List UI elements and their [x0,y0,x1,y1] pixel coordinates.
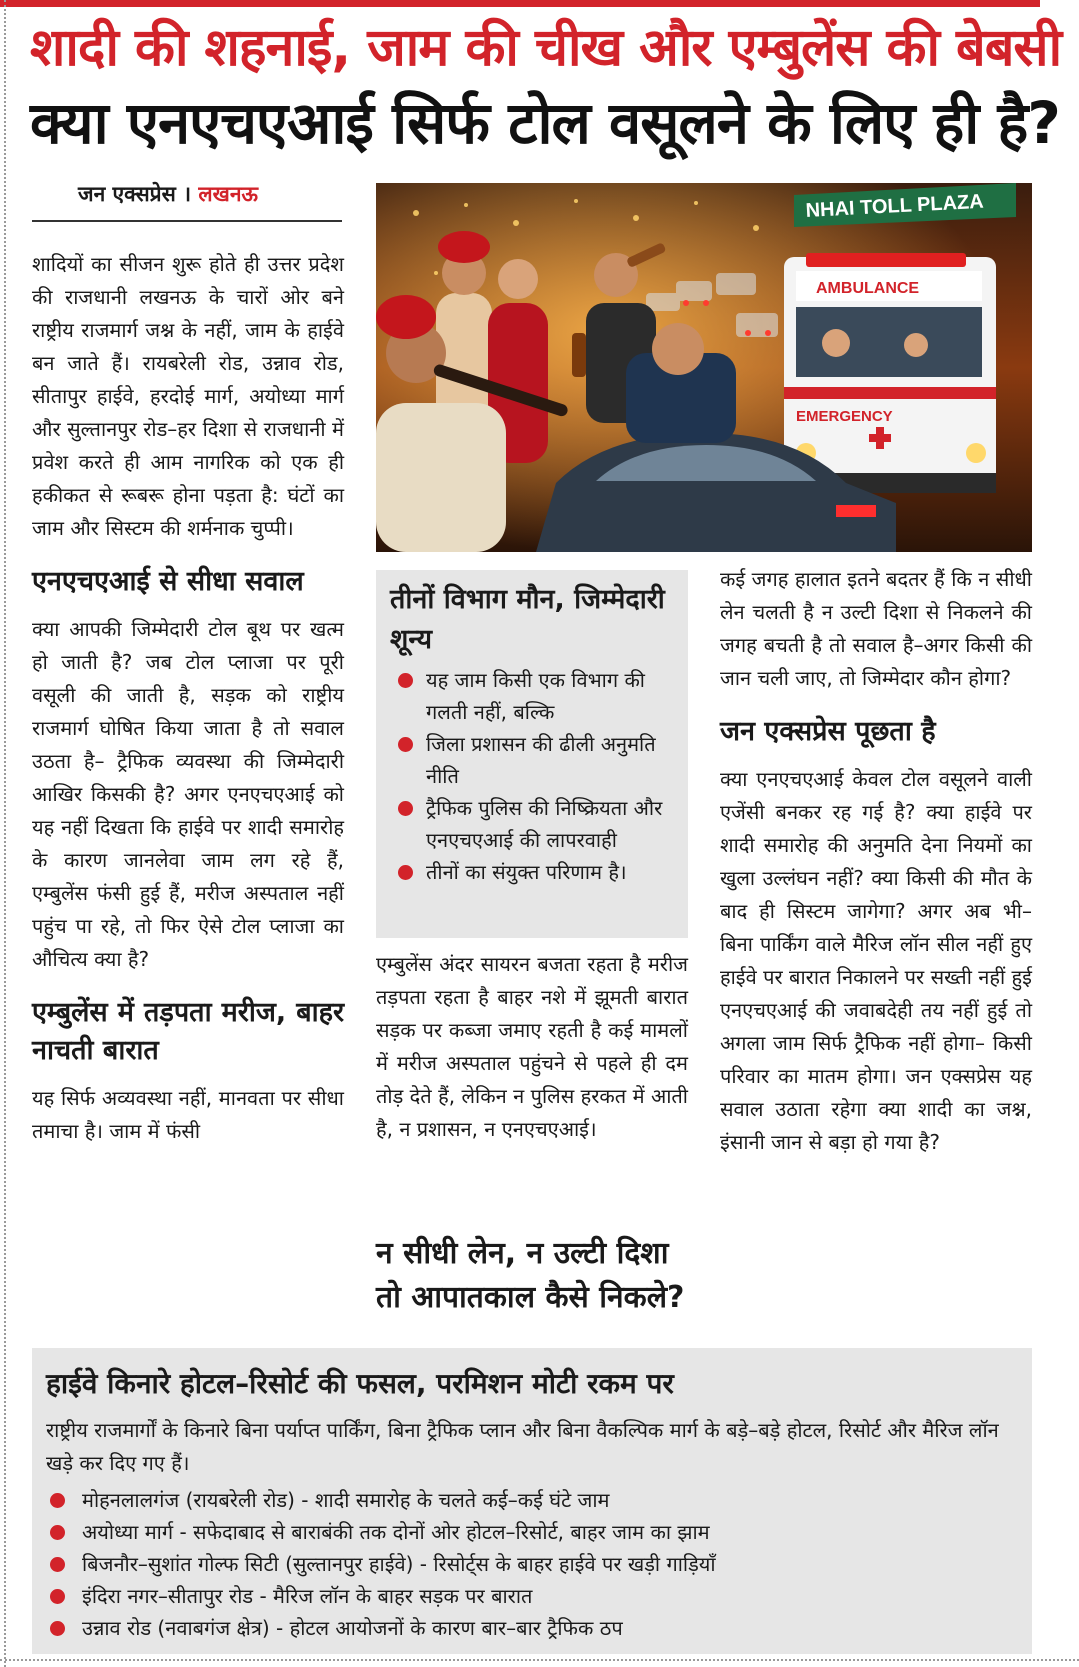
column-1 [32,248,344,1148]
subhead-jan-express-asks: जन एक्सप्रेस पूछता है [720,716,936,747]
bottombox-intro: राष्ट्रीय राजमार्गों के किनारे बिना पर्याप्त पार्किंग, बिना ट्रैफिक प्लान और बिना वैकल्पिक मार्ग के बड़े–बड़े होटल, रिसोर्ट और मैरिज लॉन खड़े कर दिए गए हैं। [46,1418,999,1475]
byline-source: जन एक्सप्रेस [78,182,176,206]
byline-rule [32,220,342,222]
bottombox-list [46,1484,1016,1644]
column-2 [376,948,688,1146]
conditions-paragraph: कई जगह हालात इतने बदतर हैं कि न सीधी लेन चलती है न उल्टी दिशा से निकलने की जगह बचती है तो सवाल है–अगर किसी की जान चली जाए, तो जिम्मेदार कौन होगा? [720,567,1032,690]
bullet-icon [50,1589,65,1604]
news-photo [376,183,1032,552]
bullet-icon [398,801,413,816]
list-item: उन्नाव रोड (नवाबगंज क्षेत्र) - होटल आयोजनों के कारण बार–बार ट्रैफिक ठप [46,1612,1016,1644]
column-3 [720,563,1032,1159]
byline [78,180,258,208]
top-red-bar [0,0,1040,7]
subhead-ambulance-patient: एम्बुलेंस में तड़पता मरीज, बाहर नाचती बारात [32,997,344,1066]
nhai-question-paragraph: क्या आपकी जिम्मेदारी टोल बूथ पर खत्म हो जाती है? जब टोल प्लाजा पर पूरी वसूली की जाती है, सड़क को राष्ट्रीय राजमार्ग घोषित किया जाता है तो सवाल उठता है– ट्रैफिक व्यवस्था की जिम्मेदारी आखिर किसकी है? अगर एनएचएआई को यह नहीं दिखता कि हाईवे पर शादी समारोह के कारण जानलेवा जाम लग रहे हैं, एम्बुलेंस फंसी हुई हैं, मरीज अस्पताल नहीं पहुंच पा रहे, तो फिर ऐसे टोल प्लाजा का औचित्य क्या है? [32,617,344,971]
bullet-icon [50,1557,65,1572]
list-item: इंदिरा नगर–सीतापुर रोड - मैरिज लॉन के बाहर सड़क पर बारात [46,1580,1016,1612]
photo-illustration [376,183,1032,552]
ambulance-paragraph: यह सिर्फ अव्यवस्था नहीं, मानवता पर सीधा तमाचा है। जाम में फंसी [32,1086,344,1143]
byline-city: लखनऊ [198,182,258,206]
list-item: जिला प्रशासन की ढीली अनुमति नीति [390,728,680,792]
list-item: बिजनौर–सुशांत गोल्फ सिटी (सुल्तानपुर हाईवे) - रिसोर्ट्स के बाहर हाईवे पर खड़ी गाड़ियाँ [46,1548,1016,1580]
bullet-icon [50,1493,65,1508]
questions-paragraph: क्या एनएचएआई केवल टोल वसूलने वाली एजेंसी बनकर रह गई है? क्या हाईवे पर शादी समारोह की अनुमति देना नियमों का खुला उल्लंघन नहीं? क्या किसी की मौत के बाद ही सिस्टम जागेगा? अगर अब भी– बिना पार्किंग वाले मैरिज लॉन सील नहीं हुए हाईवे पर बारात निकालने पर सख्ती नहीं हुई एनएचएआई की जवाबदेही तय नहीं हुई तो अगला जाम सिर्फ ट्रैफिक नहीं होगा– किसी परिवार का मातम होगा। जन एक्सप्रेस यह सवाल उठाता रहेगा क्या शादी का जश्न, इंसानी जान से बड़ा हो गया है? [720,767,1032,1154]
left-dotted-rule [4,0,6,1667]
bullet-icon [50,1621,65,1636]
subhead-no-lane: न सीधी लेन, न उल्टी दिशा तो आपातकाल कैसे निकले? [376,1236,685,1315]
headline-line-2: क्या एनएचएआई सिर्फ टोल वसूलने के लिए ही है? [30,89,1060,157]
emergency-label: EMERGENCY [796,408,893,425]
list-item: ट्रैफिक पुलिस की निष्क्रियता और एनएचएआई की लापरवाही [390,792,680,856]
toll-sign-text: NHAI TOLL PLAZA [805,190,985,222]
ambulance [784,253,996,493]
ambulance-siren-paragraph: एम्बुलेंस अंदर सायरन बजता रहता है मरीज तड़पता रहता है बाहर नशे में झूमती बारात सड़क पर कब्जा जमाए रहती है कई मामलों में मरीज अस्पताल पहुंचने से पहले ही दम तोड़ देते हैं, लेकिन न पुलिस हरकत में आती है, न प्रशासन, न एनएचएआई। [376,952,688,1141]
sidebox-title: तीनों विभाग मौन, जिम्मेदारी शून्य [390,584,665,655]
bullet-icon [398,673,413,688]
sidebox-list [390,664,680,888]
list-item: अयोध्या मार्ग - सफेदाबाद से बाराबंकी तक दोनों ओर होटल–रिसोर्ट, बाहर जाम का झाम [46,1516,1016,1548]
bullet-icon [50,1525,65,1540]
intro-paragraph: शादियों का सीजन शुरू होते ही उत्तर प्रदेश की राजधानी लखनऊ के चारों ओर बने राष्ट्रीय राजमार्ग जश्न के नहीं, जाम के हाईवे बन जाते हैं। रायबरेली रोड, उन्नाव रोड, सीतापुर हाईवे, हरदोई मार्ग, अयोध्या मार्ग और सुल्तानपुर रोड–हर दिशा से राजधानी में प्रवेश करते ही आम नागरिक को एक ही हकीकत से रूबरू होना पड़ता है: घंटों का जाम और सिस्टम की शर्मनाक चुप्पी। [32,252,344,540]
headline-line-1: शादी की शहनाई, जाम की चीख और एम्बुलेंस की बेबसी [30,18,1062,78]
ambulance-label: AMBULANCE [816,280,920,297]
bottombox-title: हाईवे किनारे होटल–रिसोर्ट की फसल, परमिशन मोटी रकम पर [46,1367,674,1400]
list-item: तीनों का संयुक्त परिणाम है। [390,856,680,888]
bullet-icon [398,737,413,752]
list-item: मोहनलालगंज (रायबरेली रोड) - शादी समारोह के चलते कई–कई घंटे जाम [46,1484,1016,1516]
bottombox-hotels [32,1348,1032,1654]
bullet-icon [398,865,413,880]
list-item: यह जाम किसी एक विभाग की गलती नहीं, बल्कि [390,664,680,728]
sidebox-departments [376,570,688,938]
bottom-dotted-rule [0,1659,1079,1661]
subhead-nhai-question: एनएचएआई से सीधा सवाल [32,566,304,597]
byline-separator: । [183,182,192,206]
